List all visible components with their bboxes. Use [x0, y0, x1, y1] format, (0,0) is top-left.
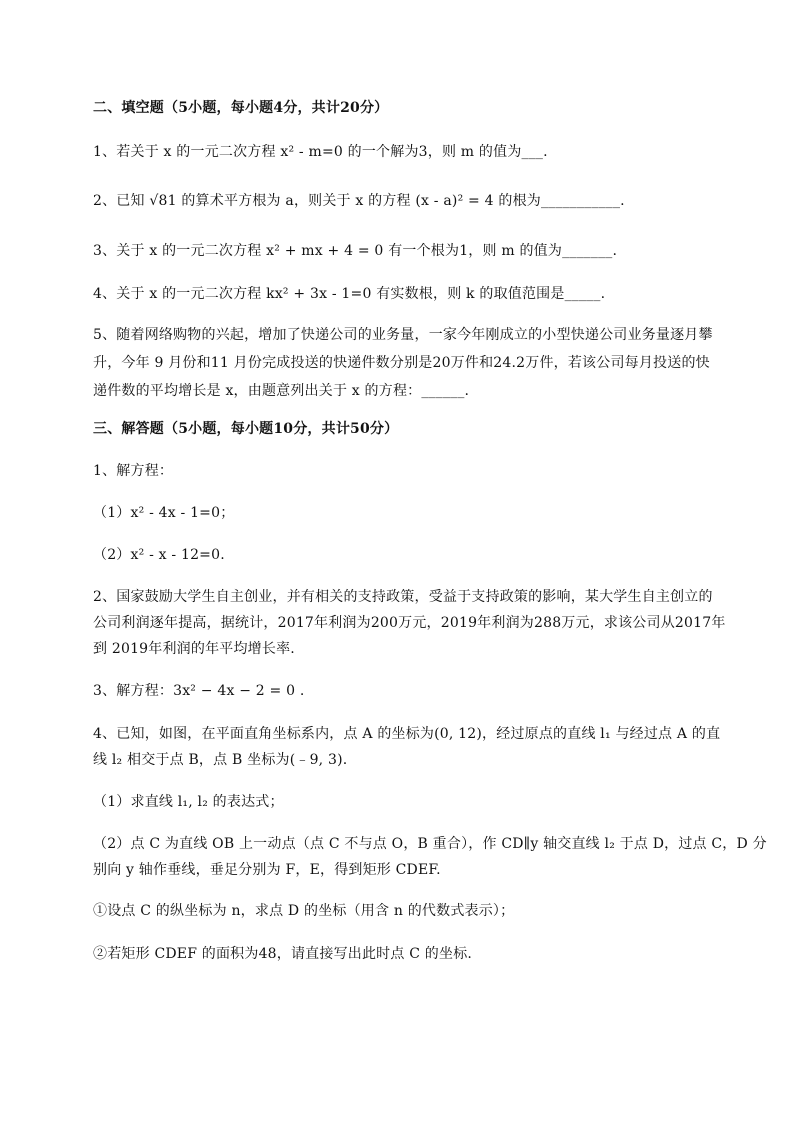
solve-question-1-part-1: （1）x² - 4x - 1=0；	[93, 505, 235, 521]
solve-question-4-part-1: （1）求直线 l₁, l₂ 的表达式；	[93, 794, 284, 810]
solve-question-2-line-1: 2、国家鼓励大学生自主创业，并有相关的支持政策，受益于支持政策的影响，某大学生自主创立的	[93, 589, 713, 605]
solve-question-2-line-2: 公司利润逐年提高，据统计，2017年利润为200万元，2019年利润为288万元，求该公司从2017年	[93, 615, 726, 631]
solve-question-4-line-2: 线 l₂ 相交于点 B，点 B 坐标为(﹣9, 3).	[93, 752, 348, 768]
fill-question-5-line-2: 升，今年 9 月份和11 月份完成投送的快递件数分别是20万件和24.2万件，若该公司每月投送的快	[93, 355, 710, 371]
solve-question-4-part-2-line-1: （2）点 C 为直线 OB 上一动点（点 C 不与点 O，B 重合），作 CD∥y 轴交直线 l₂ 于点 D，过点 C，D 分	[93, 836, 767, 852]
fill-question-5-line-1: 5、随着网络购物的兴起，增加了快递公司的业务量，一家今年刚成立的小型快递公司业务量逐月攀	[93, 327, 713, 343]
solve-question-1: 1、解方程：	[93, 463, 174, 479]
solve-question-4-subpart-2: ②若矩形 CDEF 的面积为48，请直接写出此时点 C 的坐标.	[93, 946, 473, 962]
solve-question-4-subpart-1: ①设点 C 的纵坐标为 n，求点 D 的坐标（用含 n 的代数式表示）；	[93, 903, 515, 919]
solve-question-4-line-1: 4、已知，如图，在平面直角坐标系内，点 A 的坐标为(0, 12)，经过原点的直线 l₁ 与经过点 A 的直	[93, 726, 721, 742]
solve-question-3: 3、解方程：3x² − 4x − 2 = 0 .	[93, 683, 305, 699]
fill-question-5-line-3: 递件数的平均增长是 x，由题意列出关于 x 的方程：______.	[93, 383, 470, 399]
solve-question-2-line-3: 到 2019年利润的年平均增长率.	[93, 641, 295, 657]
fill-question-1: 1、若关于 x 的一元二次方程 x² - m=0 的一个解为3，则 m 的值为___.	[93, 144, 548, 160]
solve-question-4-part-2-line-2: 别向 y 轴作垂线，垂足分别为 F，E，得到矩形 CDEF.	[93, 862, 441, 878]
fill-question-2: 2、已知 √81 的算术平方根为 a，则关于 x 的方程 (x - a)² = 4 的根为___________.	[93, 193, 625, 209]
section-2-heading: 二、填空题（5小题，每小题4分，共计20分）	[93, 100, 389, 116]
fill-question-3: 3、关于 x 的一元二次方程 x² + mx + 4 = 0 有一个根为1，则 m 的值为_______.	[93, 243, 618, 259]
solve-question-1-part-2: （2）x² - x - 12=0.	[93, 547, 225, 563]
section-3-heading: 三、解答题（5小题，每小题10分，共计50分）	[93, 421, 399, 437]
fill-question-4: 4、关于 x 的一元二次方程 kx² + 3x - 1=0 有实数根，则 k 的取值范围是_____.	[93, 286, 606, 302]
